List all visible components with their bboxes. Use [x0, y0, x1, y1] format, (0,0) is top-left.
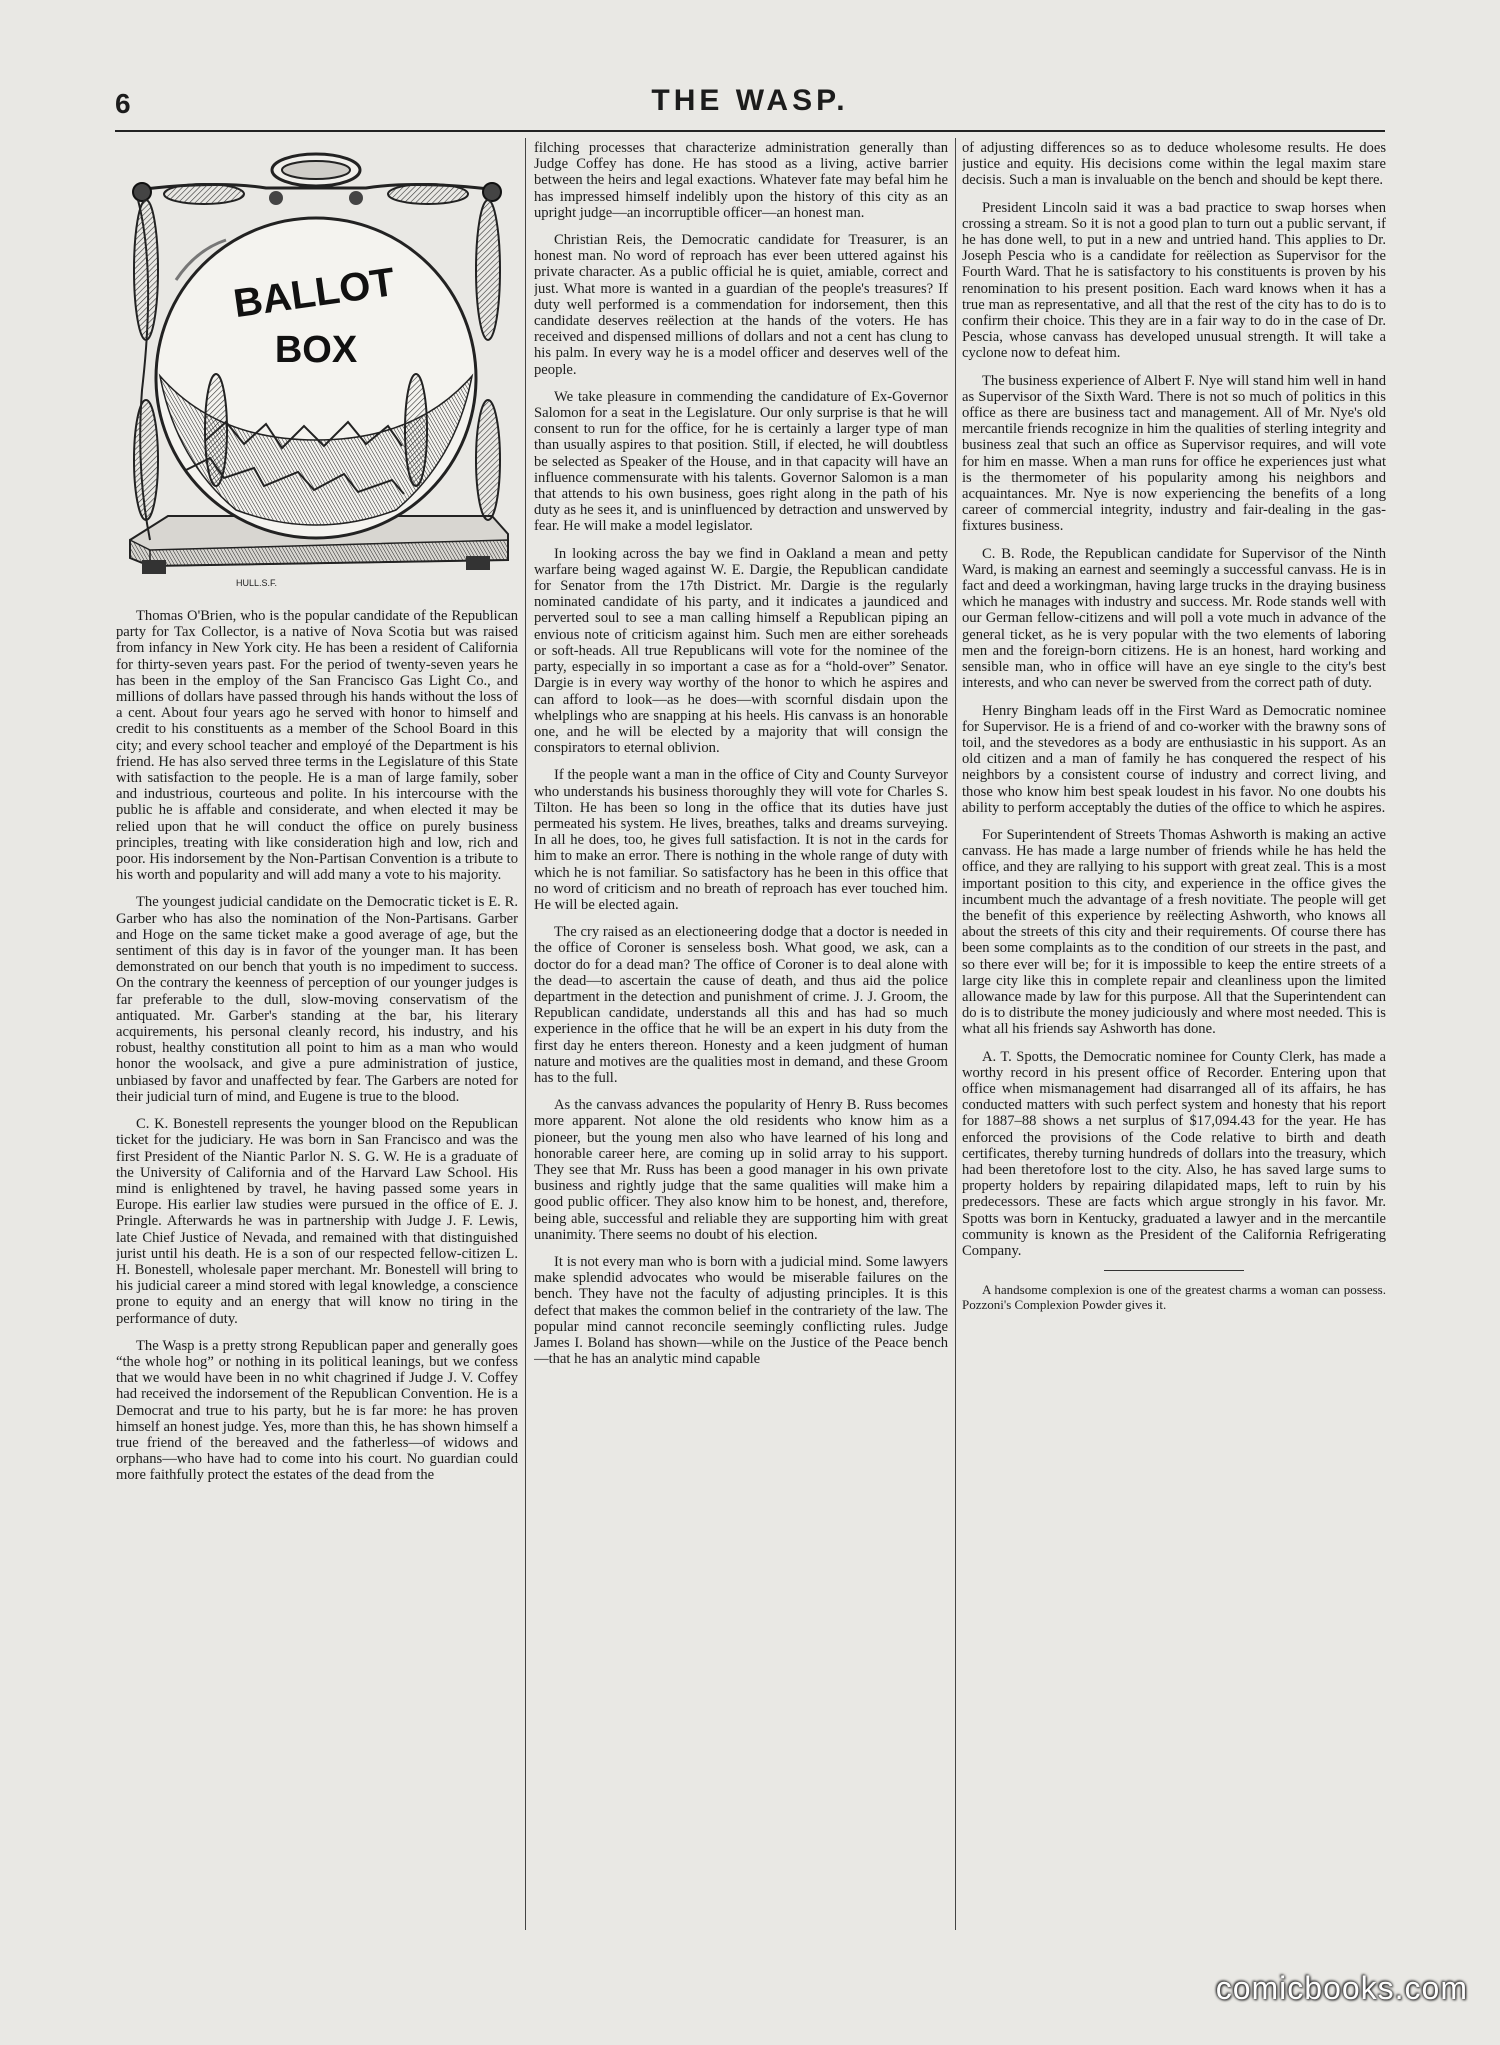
article-paragraph: A. T. Spotts, the Democratic nominee for County Clerk, has made a worthy record in his present office of Recorder. Entering upon that office when mismanagement had disarranged all of its affairs, he has conducted matters with such perfect system and honesty that his report for 1887–88 shows a net surplus of $17,094.43 for the year. He has enforced the provisions of the Code relative to birth and death certificates, thereby turning hundreds of dollars into the treasury, which had been theretofore lost to the city. Also, he has saved large sums to property holders by repairing dilapidated maps, left to ruin by his predecessors. These are facts which argue strongly in his favor. Mr. Spotts was born in Kentucky, graduated a lawyer and in the mercantile community is known as the President of the California Refrigerating Company. [962, 1048, 1386, 1259]
article-paragraph: C. K. Bonestell represents the younger blood on the Republican ticket for the judiciary. He was born in San Francisco and was the first President of the Niantic Parlor N. S. G. W. He is a graduate of the University of California and of the Harvard Law School. His mind is enlightened by travel, he having passed some years in Europe. His earlier law studies were pursued in the office of E. J. Pringle. Afterwards he was in partnership with Judge J. F. Lewis, late Chief Justice of Nevada, and remained with that distinguished jurist until his death. He is a son of our respected fellow-citizen L. H. Bonestell, wholesale paper merchant. Mr. Bonestell will bring to his judicial career a mind stored with legal knowledge, a conscience prone to equity and an energy that will know no tiring in the performance of duty. [116, 1116, 518, 1327]
page-number: 6 [115, 88, 131, 119]
watermark: comicbooks.com [1215, 1970, 1468, 2006]
article-paragraph: The Wasp is a pretty strong Republican paper and generally goes “the whole hog” or nothing in its political leanings, but we confess that we would have been in no whit chagrined if Judge J. V. Coffey had received the indorsement of the Republican Convention. He is a Democrat and true to his party, but he is far more: he has proven himself an honest judge. Yes, more than this, he has shown himself a true friend of the bereaved and the fatherless—of widows and orphans—who have had to come into his court. No guardian could more faithfully protect the estates of the dead from the [116, 1337, 518, 1484]
article-column-1 [116, 140, 518, 1930]
column-rule-1 [525, 138, 526, 1930]
article-paragraph: In looking across the bay we find in Oakland a mean and petty warfare being waged against W. E. Dargie, the Republican candidate for Senator from the 17th District. Mr. Dargie is the regularly nominated candidate of his party, and it indicates a jaundiced and perverted soul to see a man calling himself a Republican piping an envious note of criticism against him. Such men are either soreheads or soft-heads. All true Republicans will vote for the nominee of the party, especially in so important a case as for a “hold-over” Senator. Dargie is in every way worthy of the honor to which he aspires and can afford to look—as he does—with scornful disdain upon the whelplings who are snapping at his heels. His canvass is an honorable one, and he will be elected by a majority that will consign the conspirators to eternal oblivion. [534, 545, 948, 757]
article-paragraph: Thomas O'Brien, who is the popular candidate of the Republican party for Tax Collector, is a native of Nova Scotia but was raised from infancy in New York city. He has been a resident of California for thirty-seven years past. For the period of twenty-seven years he has been in the employ of the San Francisco Gas Light Co., and millions of dollars have passed through his hands without the loss of a cent. About four years ago he served with honor to himself and credit to his constituents as a member of the School Board in this city; and every school teacher and employé of the Department is his friend. He has also served three terms in the Legislature of this State with satisfaction to the people. He is a man of large family, sober and industrious, courteous and polite. In his intercourse with the public he is affable and considerate, and when elected it may be relied upon that he will conduct the office on purely business principles, treating with like consideration high and low, rich and poor. His indorsement by the Non-Partisan Convention is a tribute to his worth and popularity and will add many a vote to his majority. [116, 608, 518, 884]
article-paragraph: of adjusting differences so as to deduce wholesome results. He does justice and equity. His decisions come within the legal maxim stare decisis. Such a man is invaluable on the bench and should be kept there. [962, 140, 1386, 189]
svg-text:BOX: BOX [274, 329, 358, 371]
article-paragraph: Henry Bingham leads off in the First Ward as Democratic nominee for Supervisor. He is a friend of and co-worker with the brawny sons of toil, and the stevedores as a body are enthusiastic in his support. As an old citizen and a man of family he has conquered the respect of his neighbors by a consistent course of industry and correct living, and those who know him best speak loudest in his favor. No one doubts his ability to perform acceptably the duties of the office to which he aspires. [962, 702, 1386, 816]
article-column-2 [534, 140, 948, 1930]
article-paragraph: For Superintendent of Streets Thomas Ashworth is making an active canvass. He has made a large number of friends while he has held the office, and they are rallying to his support with great zeal. This is a most important position to this city, and experience in the office gives the incumbent much the advantage of a fresh novitiate. The people will get the benefit of this experience by reëlecting Ashworth, who knows all about the streets of this city and their requirements. Of course there has been some complaints as to the condition of our streets in the past, and so there ever will be; for it is impossible to keep the entire streets of a large city like this in complete repair and cleanliness upon the limited allowance made by law for this purpose. All that the Superintendent can do is to distribute the money judiciously and where most needed. This is what all his friends say Ashworth has done. [962, 826, 1386, 1038]
article-paragraph: It is not every man who is born with a judicial mind. Some lawyers make splendid advocates who would be miserable failures on the bench. They have not the faculty of adjusting principles. It is this defect that makes the common belief in the contrariety of the law. The popular mind cannot reconcile seemingly conflicting rules. Judge James I. Boland has shown—while on the Justice of the Peace bench—that he has an analytic mind capable [534, 1254, 948, 1368]
svg-text:HULL.S.F.: HULL.S.F. [236, 578, 278, 588]
article-column-3 [962, 140, 1386, 1930]
ballot-box-illustration [116, 140, 518, 598]
article-paragraph: We take pleasure in commending the candidature of Ex-Governor Salomon for a seat in the Legislature. Our only surprise is that he will consent to run for the office, for he is certainly a larger type of man than usually aspires to that position. Still, if elected, he will doubtless be selected as Speaker of the House, and in that capacity will have an influence commensurate with his talents. Governor Salomon is a man that attends to his own business, goes right along in the path of his duty as he sees it, and is uninfluenced by detraction and unswerved by fear. He will make a model legislator. [534, 388, 948, 535]
page-header [115, 80, 1385, 132]
article-paragraph: If the people want a man in the office of City and County Surveyor who understands his business thoroughly they will vote for Charles S. Tilton. He has been so long in the office that its duties have just permeated his system. He lives, breathes, talks and dreams surveying. In all he does, too, he gives full satisfaction. It is not in the cards for him to make an error. There is nothing in the whole range of duty with which he is not familiar. So satisfactory has he been in this office that no word of criticism and no breath of reproach has ever touched him. He will be elected again. [534, 767, 948, 913]
article-paragraph: The cry raised as an electioneering dodge that a doctor is needed in the office of Coroner is senseless bosh. What good, we ask, can a doctor do for a dead man? The office of Coroner is to deal alone with the dead—to ascertain the cause of death, and thus aid the police department in the detection and punishment of crime. J. J. Groom, the Republican candidate, understands all this and has had so much experience in the office that he will be an expert in his duty from the first day he enters thereon. Honesty and a keen judgment of human nature and motives are the qualities most in demand, and these Groom has to the full. [534, 924, 948, 1086]
column-rule-2 [955, 138, 956, 1930]
svg-text:BALLOT: BALLOT [230, 260, 398, 327]
article-paragraph: C. B. Rode, the Republican candidate for Supervisor of the Ninth Ward, is making an earnest and seemingly a successful canvass. He is in fact and deed a workingman, having large trucks in the draying business which he manages with industry and success. Mr. Rode stands well with our German fellow-citizens and will poll a vote much in advance of the general ticket, as he is very popular with the two elements of laboring men and the foreign-born citizens. He is an honest, hard working and sensible man, who in office will have an eye single to the city's best interests, and who can never be swerved from the correct path of duty. [962, 545, 1386, 692]
article-paragraph: As the canvass advances the popularity of Henry B. Russ becomes more apparent. Not alone the old residents who know him as a pioneer, but the young men also who have learned of his long and honorable career here, are coming up in solid array to his support. They see that Mr. Russ has been a good manager in his own private business and rightly judge that the same qualities will make him a good public officer. They also know him to be honest, and, therefore, being able, successful and reliable they are supporting him with great unanimity. There seems no doubt of his election. [534, 1097, 948, 1243]
section-divider [1104, 1270, 1244, 1271]
masthead-title: THE WASP. [651, 84, 849, 117]
article-paragraph: President Lincoln said it was a bad practice to swap horses when crossing a stream. So it is not a good plan to turn out a public servant, if he has done well, to put in a new and untried hand. This applies to Dr. Joseph Pescia who is a candidate for reëlection as Supervisor for the Fourth Ward. That he is satisfactory to his constituents is proven by his renomination to his present position. Each ward knows when it has a true man as representative, and all that the rest of the city has to do is to confirm their choice. This they are in a fair way to do in the case of Dr. Pescia, whose canvass has developed unusual strength. It will take a cyclone now to defeat him. [962, 199, 1386, 362]
ballot-box-engraving-icon [116, 140, 518, 598]
article-paragraph: The youngest judicial candidate on the Democratic ticket is E. R. Garber who has also the nomination of the Non-Partisans. Garber and Hoge on the same ticket make a good average of age, but the sentiment of this day is in favor of the younger man. It has been demonstrated on our bench that youth is no impediment to success. On the contrary the keenness of perception of our younger judges is far preferable to the dull, slow-moving conservatism of the antiquated. Mr. Garber's standing at the bar, his literary acquirements, his personal cleanly record, his industry, and his robust, healthy constitution all point to him as a man who would honor the woolsack, and give a pure administration of justice, unbiased by favor and unaffected by fear. The Garbers are noted for their judicial turn of mind, and Eugene is true to the blood. [116, 894, 518, 1105]
article-paragraph: filching processes that characterize administration generally than Judge Coffey has done. He has stood as a living, active barrier between the heirs and legal exactions. Whatever fate may befal him he has impressed himself indelibly upon the history of this city as an upright judge—an incorruptible officer—an honest man. [534, 140, 948, 221]
advertisement-text: A handsome complexion is one of the greatest charms a woman can possess. Pozzoni's Complexion Powder gives it. [962, 1282, 1386, 1312]
article-paragraph: The business experience of Albert F. Nye will stand him well in hand as Supervisor of the Sixth Ward. There is not so much of politics in this office as there are business tact and management. All of Mr. Nye's old mercantile friends recognize in him the qualities of sterling integrity and business zeal that such an office as Supervisor requires, and will vote for him en masse. When a man runs for office he experiences just what is the thermometer of his popularity among his neighbors and acquaintances. Mr. Nye is now experiencing the benefits of a long career of commercial integrity, industry and fair-dealing in the gas-fixtures business. [962, 372, 1386, 535]
article-paragraph: Christian Reis, the Democratic candidate for Treasurer, is an honest man. No word of reproach has ever been uttered against his private character. As a public official he is quiet, amiable, correct and just. What more is wanted in a guardian of the people's treasures? If duty well performed is a commendation for indorsement, then this candidate deserves reëlection at the hands of the voters. He has received and dispensed millions of dollars and not a cent has clung to his palm. In every way he is a model officer and deserves well of the people. [534, 232, 948, 378]
